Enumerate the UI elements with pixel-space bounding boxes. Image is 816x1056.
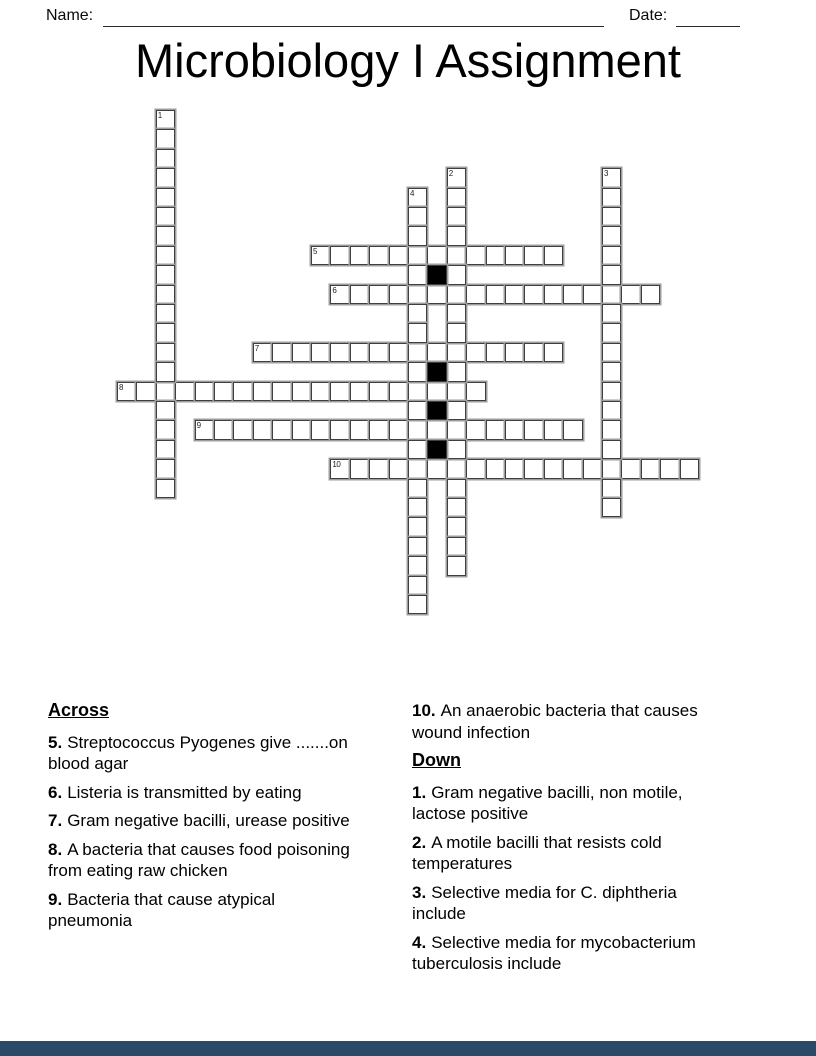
grid-cell [660, 459, 679, 478]
clue-text: A motile bacilli that resists cold temperatures [412, 832, 662, 873]
clue-across-10 [412, 700, 714, 743]
grid-cell [641, 459, 660, 478]
grid-cell [544, 246, 563, 265]
grid-cell [602, 226, 621, 245]
grid-cell [408, 479, 427, 498]
clue-across-9 [48, 889, 356, 932]
grid-cell [583, 459, 602, 478]
grid-cell [408, 459, 427, 478]
grid-cell [175, 382, 194, 401]
grid-cell [369, 285, 388, 304]
grid-cell [505, 285, 524, 304]
grid-cell [486, 459, 505, 478]
clue-text: Selective media for C. diphtheria include [412, 882, 677, 923]
grid-cell [311, 382, 330, 401]
grid-cell [156, 343, 175, 362]
grid-cell [447, 285, 466, 304]
grid-cell [350, 246, 369, 265]
grid-cell [641, 285, 660, 304]
clue-across-5 [48, 732, 356, 775]
grid-cell [156, 110, 175, 129]
clue-number: 8. [48, 839, 63, 859]
grid-cell-black [427, 401, 446, 420]
grid-cell [602, 362, 621, 381]
grid-cell [680, 459, 699, 478]
grid-cell [544, 285, 563, 304]
grid-cell [330, 459, 349, 478]
grid-cell [408, 537, 427, 556]
grid-cell [156, 304, 175, 323]
clue-number: 3. [412, 882, 427, 902]
grid-cell [447, 343, 466, 362]
grid-cell [156, 129, 175, 148]
cell-number: 1 [157, 111, 162, 120]
grid-cell [156, 459, 175, 478]
grid-cell [602, 343, 621, 362]
grid-cell [602, 440, 621, 459]
grid-cell [505, 343, 524, 362]
grid-cell [350, 285, 369, 304]
name-blank-line [103, 8, 604, 27]
clue-number: 9. [48, 889, 63, 909]
clue-text: Gram negative bacilli, non motile, lactose positive [412, 782, 683, 823]
grid-cell [447, 188, 466, 207]
across-heading: Across [48, 700, 110, 720]
grid-cell [214, 420, 233, 439]
grid-cell [544, 459, 563, 478]
grid-cell-black [427, 362, 446, 381]
grid-cell [563, 285, 582, 304]
grid-cell [408, 595, 427, 614]
grid-cell [602, 401, 621, 420]
grid-cell [447, 168, 466, 187]
grid-cell [602, 168, 621, 187]
grid-cell [389, 285, 408, 304]
grid-cell [447, 362, 466, 381]
cell-number: 9 [196, 421, 201, 431]
grid-cell [156, 440, 175, 459]
grid-cell [311, 343, 330, 362]
grid-cell [524, 420, 543, 439]
grid-cell [602, 265, 621, 284]
grid-cell [389, 382, 408, 401]
grid-cell [447, 498, 466, 517]
grid-cell [505, 246, 524, 265]
grid-cell [447, 323, 466, 342]
clue-text: Selective media for mycobacterium tuberculosis include [412, 932, 696, 973]
grid-cell [447, 226, 466, 245]
grid-cell [408, 226, 427, 245]
grid-cell [621, 285, 640, 304]
grid-cell [408, 304, 427, 323]
grid-cell [253, 343, 272, 362]
grid-cell [195, 382, 214, 401]
grid-cell [447, 304, 466, 323]
grid-cell [486, 246, 505, 265]
grid-cell [369, 420, 388, 439]
grid-cell [233, 382, 252, 401]
clue-down-2 [412, 832, 714, 875]
grid-cell [408, 576, 427, 595]
grid-cell [253, 382, 272, 401]
grid-cell [524, 285, 543, 304]
grid-cell [350, 382, 369, 401]
grid-cell [292, 420, 311, 439]
grid-cell [602, 323, 621, 342]
grid-cell [156, 207, 175, 226]
grid-cell [408, 285, 427, 304]
grid-cell [408, 517, 427, 536]
grid-cell [602, 459, 621, 478]
grid-cell [156, 246, 175, 265]
grid-cell [408, 265, 427, 284]
clue-text: A bacteria that causes food poisoning from eating raw chicken [48, 839, 350, 880]
grid-cell [602, 498, 621, 517]
grid-cell [156, 265, 175, 284]
grid-cell [408, 382, 427, 401]
grid-cell [544, 420, 563, 439]
clue-text: Listeria is transmitted by eating [67, 782, 302, 802]
grid-cell [447, 207, 466, 226]
grid-cell [369, 382, 388, 401]
grid-cell [408, 440, 427, 459]
grid-cell [466, 246, 485, 265]
grid-cell [408, 323, 427, 342]
grid-cell [292, 382, 311, 401]
grid-cell [195, 420, 214, 439]
grid-cell [156, 401, 175, 420]
clue-across-7 [48, 810, 356, 832]
grid-cell [408, 401, 427, 420]
grid-cell-black [427, 440, 446, 459]
clue-number: 7. [48, 811, 63, 830]
grid-cell [156, 226, 175, 245]
grid-cell [427, 343, 446, 362]
grid-cell [505, 459, 524, 478]
name-label: Name: [46, 7, 94, 24]
down-clues-section [412, 700, 714, 982]
grid-cell [447, 556, 466, 575]
crossword-grid [117, 110, 699, 614]
grid-cell [408, 207, 427, 226]
grid-cell [408, 556, 427, 575]
grid-cell [156, 188, 175, 207]
grid-cell [447, 401, 466, 420]
grid-cell [563, 459, 582, 478]
grid-cell [602, 304, 621, 323]
footer-bar [0, 1041, 816, 1056]
page-title: Microbiology I Assignment [135, 34, 681, 87]
grid-cell [292, 343, 311, 362]
grid-cell [602, 382, 621, 401]
clue-number: 4. [412, 932, 427, 952]
grid-cell [466, 459, 485, 478]
grid-cell [427, 285, 446, 304]
grid-cell [505, 420, 524, 439]
grid-cell [427, 382, 446, 401]
grid-cell [233, 420, 252, 439]
grid-cell-black [427, 265, 446, 284]
grid-cell [330, 285, 349, 304]
cell-number: 5 [313, 246, 317, 256]
grid-cell [156, 168, 175, 187]
grid-cell [330, 343, 349, 362]
cell-number: 8 [119, 382, 123, 392]
grid-cell [447, 537, 466, 556]
clue-number: 10. [412, 701, 436, 720]
grid-cell [369, 343, 388, 362]
grid-cell [583, 285, 602, 304]
grid-cell [427, 420, 446, 439]
grid-cell [214, 382, 233, 401]
grid-cell [408, 188, 427, 207]
clue-text: Bacteria that cause atypical pneumonia [48, 889, 276, 930]
grid-cell [156, 323, 175, 342]
grid-cell [272, 382, 291, 401]
grid-cell [602, 420, 621, 439]
cell-number: 2 [448, 169, 453, 179]
grid-cell [602, 188, 621, 207]
cell-number: 4 [410, 188, 414, 198]
grid-cell [524, 343, 543, 362]
grid-cell [350, 343, 369, 362]
grid-cell [466, 420, 485, 439]
grid-cell [253, 420, 272, 439]
grid-cell [621, 459, 640, 478]
grid-cell [524, 459, 543, 478]
down-heading: Down [412, 750, 461, 770]
clue-across-6 [48, 782, 356, 804]
clue-number: 2. [412, 832, 427, 852]
grid-cell [272, 420, 291, 439]
grid-cell [156, 285, 175, 304]
clue-across-8 [48, 839, 356, 882]
cell-number: 7 [254, 343, 259, 353]
grid-cell [486, 343, 505, 362]
grid-cell [156, 420, 175, 439]
grid-cell [447, 382, 466, 401]
grid-cell [156, 362, 175, 381]
grid-cell [389, 343, 408, 362]
grid-cell [330, 382, 349, 401]
grid-cell [408, 498, 427, 517]
clue-text: An anaerobic bacteria that causes wound infection [412, 701, 698, 742]
grid-cell [447, 517, 466, 536]
clue-number: 1. [412, 782, 427, 802]
grid-cell [563, 420, 582, 439]
grid-cell [602, 246, 621, 265]
grid-cell [117, 382, 136, 401]
grid-cell [350, 420, 369, 439]
grid-cell [602, 285, 621, 304]
grid-cell [408, 343, 427, 362]
grid-cell [408, 420, 427, 439]
grid-cell [447, 459, 466, 478]
clue-number: 5. [48, 732, 63, 752]
clue-down-3 [412, 882, 714, 925]
cell-number: 10 [332, 460, 341, 470]
grid-cell [602, 207, 621, 226]
grid-cell [311, 420, 330, 439]
grid-cell [389, 459, 408, 478]
grid-cell [156, 149, 175, 168]
clue-text: Streptococcus Pyogenes give .......on blood agar [48, 732, 348, 773]
grid-cell [427, 246, 446, 265]
grid-cell [389, 246, 408, 265]
cell-number: 3 [604, 169, 608, 179]
grid-cell [136, 382, 155, 401]
grid-cell [544, 343, 563, 362]
grid-cell [447, 479, 466, 498]
cell-number: 6 [332, 285, 337, 295]
grid-cell [466, 382, 485, 401]
grid-cell [447, 265, 466, 284]
date-blank-line [676, 8, 740, 27]
grid-cell [272, 343, 291, 362]
date-label: Date: [629, 7, 668, 24]
grid-cell [466, 343, 485, 362]
clue-number: 6. [48, 782, 63, 802]
clue-down-4 [412, 932, 714, 975]
grid-cell [486, 420, 505, 439]
grid-cell [369, 246, 388, 265]
grid-cell [466, 285, 485, 304]
grid-cell [389, 420, 408, 439]
grid-cell [427, 459, 446, 478]
grid-cell [369, 459, 388, 478]
grid-cell [311, 246, 330, 265]
grid-cell [350, 459, 369, 478]
grid-cell [524, 246, 543, 265]
grid-cell [447, 440, 466, 459]
grid-cell [156, 382, 175, 401]
grid-cell [408, 246, 427, 265]
grid-cell [447, 420, 466, 439]
grid-cell [330, 420, 349, 439]
across-clues-section [48, 700, 356, 939]
grid-cell [447, 246, 466, 265]
clue-text: Gram negative bacilli, urease positive [67, 811, 350, 830]
grid-cell [156, 479, 175, 498]
grid-cell [408, 362, 427, 381]
clue-down-1 [412, 782, 714, 825]
grid-cell [486, 285, 505, 304]
grid-cell [602, 479, 621, 498]
grid-cell [330, 246, 349, 265]
